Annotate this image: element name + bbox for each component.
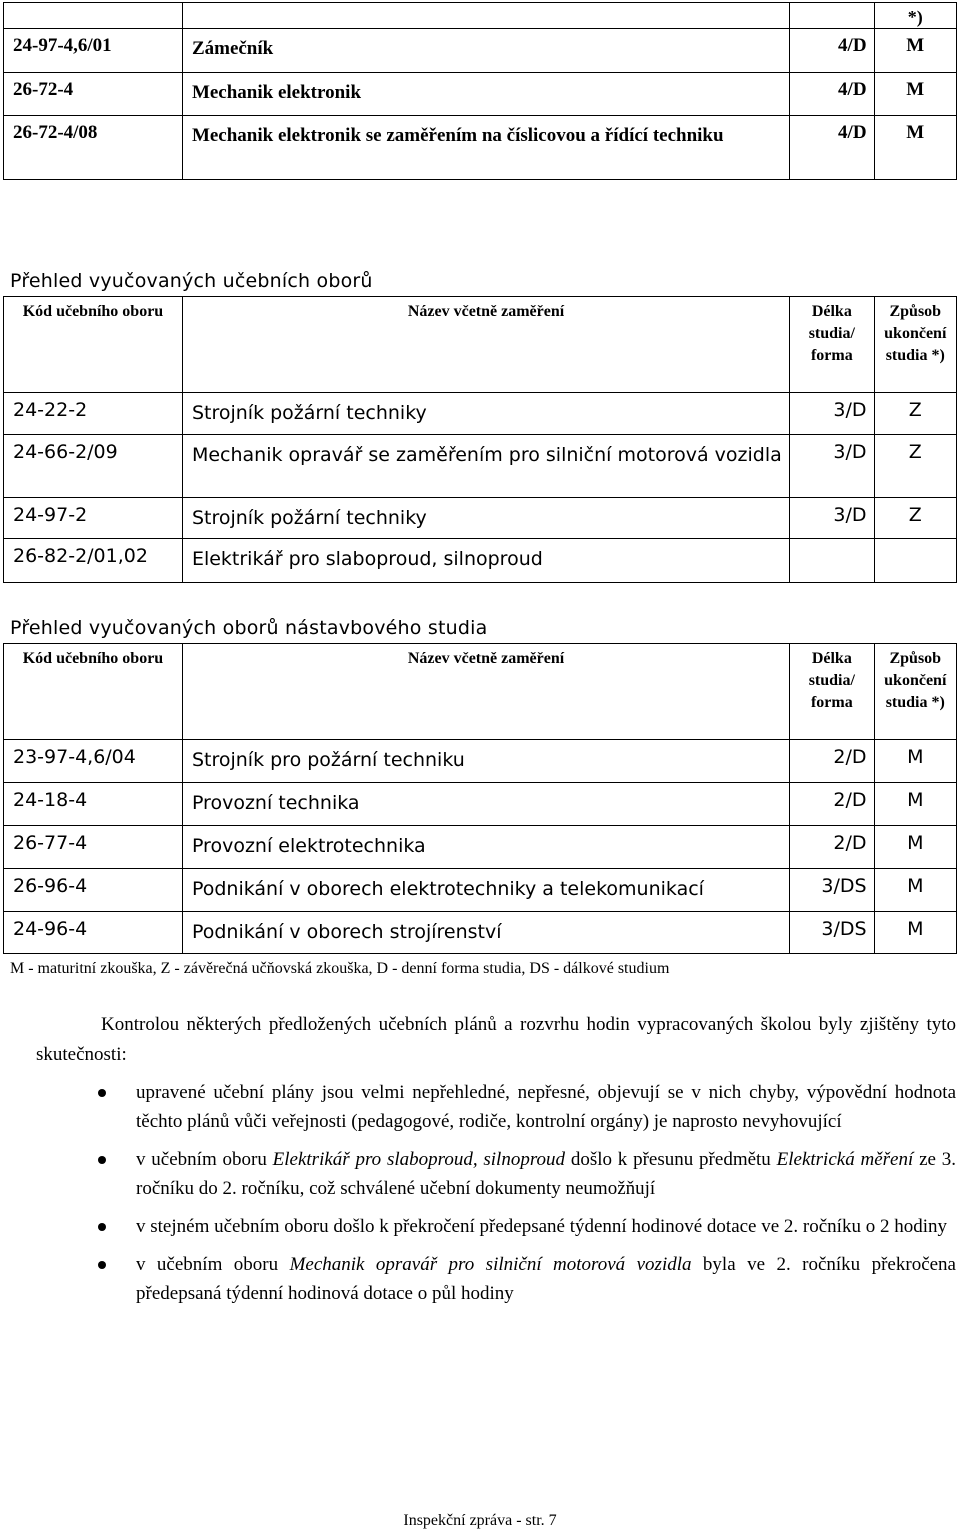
code-cell: 24-22-2 xyxy=(4,393,183,435)
section-title-followup: Přehled vyučovaných oborů nástavbového studia xyxy=(10,617,488,639)
list-item xyxy=(0,1212,956,1241)
code-cell: 23-97-4,6/04 xyxy=(4,740,183,783)
findings-list xyxy=(0,1078,956,1317)
table-row xyxy=(4,826,957,869)
end-cell: M xyxy=(874,783,956,826)
end-cell: M xyxy=(874,869,956,912)
length-cell: 2/D xyxy=(790,826,874,869)
bullet-icon xyxy=(98,1089,106,1097)
table-header-row xyxy=(4,297,957,393)
header-name: Název včetně zaměření xyxy=(182,297,789,393)
page-footer: Inspekční zpráva - str. 7 xyxy=(403,1512,557,1529)
italic-term: Elektrikář pro slaboproud, silnoproud xyxy=(272,1149,566,1170)
italic-term: Elektrická měření xyxy=(776,1149,914,1170)
code-cell: 26-72-4/08 xyxy=(4,116,183,180)
table-row xyxy=(4,740,957,783)
length-cell: 4/D xyxy=(790,116,874,180)
length-cell: 4/D xyxy=(790,29,874,73)
end-cell: Z xyxy=(874,435,956,498)
end-cell: M xyxy=(874,826,956,869)
code-cell: 24-66-2/09 xyxy=(4,435,183,498)
list-item xyxy=(0,1145,956,1203)
header-name: Název včetně zaměření xyxy=(182,644,789,740)
list-item-text: byla ve 2. ročníku překročena předepsaná týdenní hodinová dotace o půl hodiny xyxy=(136,1254,956,1304)
intro-paragraph xyxy=(36,1010,956,1070)
table-row xyxy=(4,498,957,539)
table-row xyxy=(4,116,957,180)
name-cell: Strojník požární techniky xyxy=(182,498,789,539)
list-item-text: ze 3. ročníku do 2. ročníku, což schválené učební dokumenty neumožňují xyxy=(136,1149,956,1199)
code-cell: 26-82-2/01,02 xyxy=(4,539,183,583)
bullet-icon xyxy=(98,1156,106,1164)
end-cell: M xyxy=(874,29,956,73)
end-cell: M xyxy=(874,912,956,954)
header-end: Způsob ukončení studia *) xyxy=(874,297,956,393)
code-cell: 26-96-4 xyxy=(4,869,183,912)
name-cell: Strojník požární techniky xyxy=(182,393,789,435)
name-cell: Strojník pro požární techniku xyxy=(182,740,789,783)
table-row xyxy=(4,869,957,912)
end-cell: Z xyxy=(874,498,956,539)
length-cell: 3/D xyxy=(790,393,874,435)
length-cell: 4/D xyxy=(790,73,874,116)
table-row xyxy=(4,435,957,498)
table-row xyxy=(4,73,957,116)
name-cell: Mechanik elektronik xyxy=(182,73,789,116)
list-item-text: v stejném učebním oboru došlo k překročení předepsané týdenní hodinové dotace ve 2. ročníku o 2 hodiny xyxy=(136,1216,947,1237)
intro-text: Kontrolou některých předložených učebních plánů a rozvrhu hodin vypracovaných školou byly zjištěny tyto skutečnosti: xyxy=(36,1014,956,1065)
header-note: *) xyxy=(874,3,956,29)
section-title-apprentice: Přehled vyučovaných učebních oborů xyxy=(10,270,373,292)
length-cell: 3/D xyxy=(790,498,874,539)
list-item-text: v učebním oboru xyxy=(136,1254,290,1275)
end-cell: M xyxy=(874,740,956,783)
abbreviation-legend: M - maturitní zkouška, Z - závěrečná učňovská zkouška, D - denní forma studia, DS - dálkové studium xyxy=(10,960,670,977)
table-header-row xyxy=(4,644,957,740)
code-cell: 24-18-4 xyxy=(4,783,183,826)
table-apprentice-programs xyxy=(3,296,957,583)
header-cell-empty xyxy=(182,3,789,29)
table-row xyxy=(4,783,957,826)
length-cell: 3/DS xyxy=(790,912,874,954)
code-cell: 24-97-2 xyxy=(4,498,183,539)
table-row xyxy=(4,29,957,73)
header-length: Délka studia/ forma xyxy=(790,644,874,740)
name-cell: Mechanik opravář se zaměřením pro silniční motorová vozidla xyxy=(182,435,789,498)
name-cell: Podnikání v oborech strojírenství xyxy=(182,912,789,954)
length-cell: 3/DS xyxy=(790,869,874,912)
table-row xyxy=(4,539,957,583)
end-cell: Z xyxy=(874,393,956,435)
list-item xyxy=(0,1078,956,1136)
name-cell: Podnikání v oborech elektrotechniky a telekomunikací xyxy=(182,869,789,912)
header-end: Způsob ukončení studia *) xyxy=(874,644,956,740)
code-cell: 24-97-4,6/01 xyxy=(4,29,183,73)
list-item-text: došlo k přesunu předmětu xyxy=(565,1149,777,1170)
length-cell: 2/D xyxy=(790,740,874,783)
length-cell: 2/D xyxy=(790,783,874,826)
list-item-text: upravené učební plány jsou velmi nepřehledné, nepřesné, objevují se v nich chyby, výpovědní hodnota těchto plánů vůči veřejnosti (pedagogové, rodiče, kontrolní orgány) je naprosto nevyhovující xyxy=(136,1082,956,1132)
header-cell-empty xyxy=(4,3,183,29)
length-cell: 3/D xyxy=(790,435,874,498)
italic-term: Mechanik opravář pro silniční motorová vozidla xyxy=(289,1254,692,1275)
table-row xyxy=(4,912,957,954)
table-continuation xyxy=(3,2,957,180)
bullet-icon xyxy=(98,1223,106,1231)
table-row xyxy=(4,393,957,435)
code-cell: 24-96-4 xyxy=(4,912,183,954)
end-cell: M xyxy=(874,73,956,116)
name-cell: Provozní technika xyxy=(182,783,789,826)
header-length: Délka studia/ forma xyxy=(790,297,874,393)
length-cell xyxy=(790,539,874,583)
code-cell: 26-77-4 xyxy=(4,826,183,869)
name-cell: Zámečník xyxy=(182,29,789,73)
code-cell: 26-72-4 xyxy=(4,73,183,116)
table-followup-programs xyxy=(3,643,957,954)
list-item-text: v učebním oboru xyxy=(136,1149,273,1170)
name-cell: Mechanik elektronik se zaměřením na číslicovou a řídící techniku xyxy=(182,116,789,180)
name-cell: Provozní elektrotechnika xyxy=(182,826,789,869)
end-cell xyxy=(874,539,956,583)
list-item xyxy=(0,1250,956,1308)
header-cell-empty xyxy=(790,3,874,29)
header-code: Kód učebního oboru xyxy=(4,297,183,393)
end-cell: M xyxy=(874,116,956,180)
bullet-icon xyxy=(98,1261,106,1269)
header-code: Kód učebního oboru xyxy=(4,644,183,740)
name-cell: Elektrikář pro slaboproud, silnoproud xyxy=(182,539,789,583)
